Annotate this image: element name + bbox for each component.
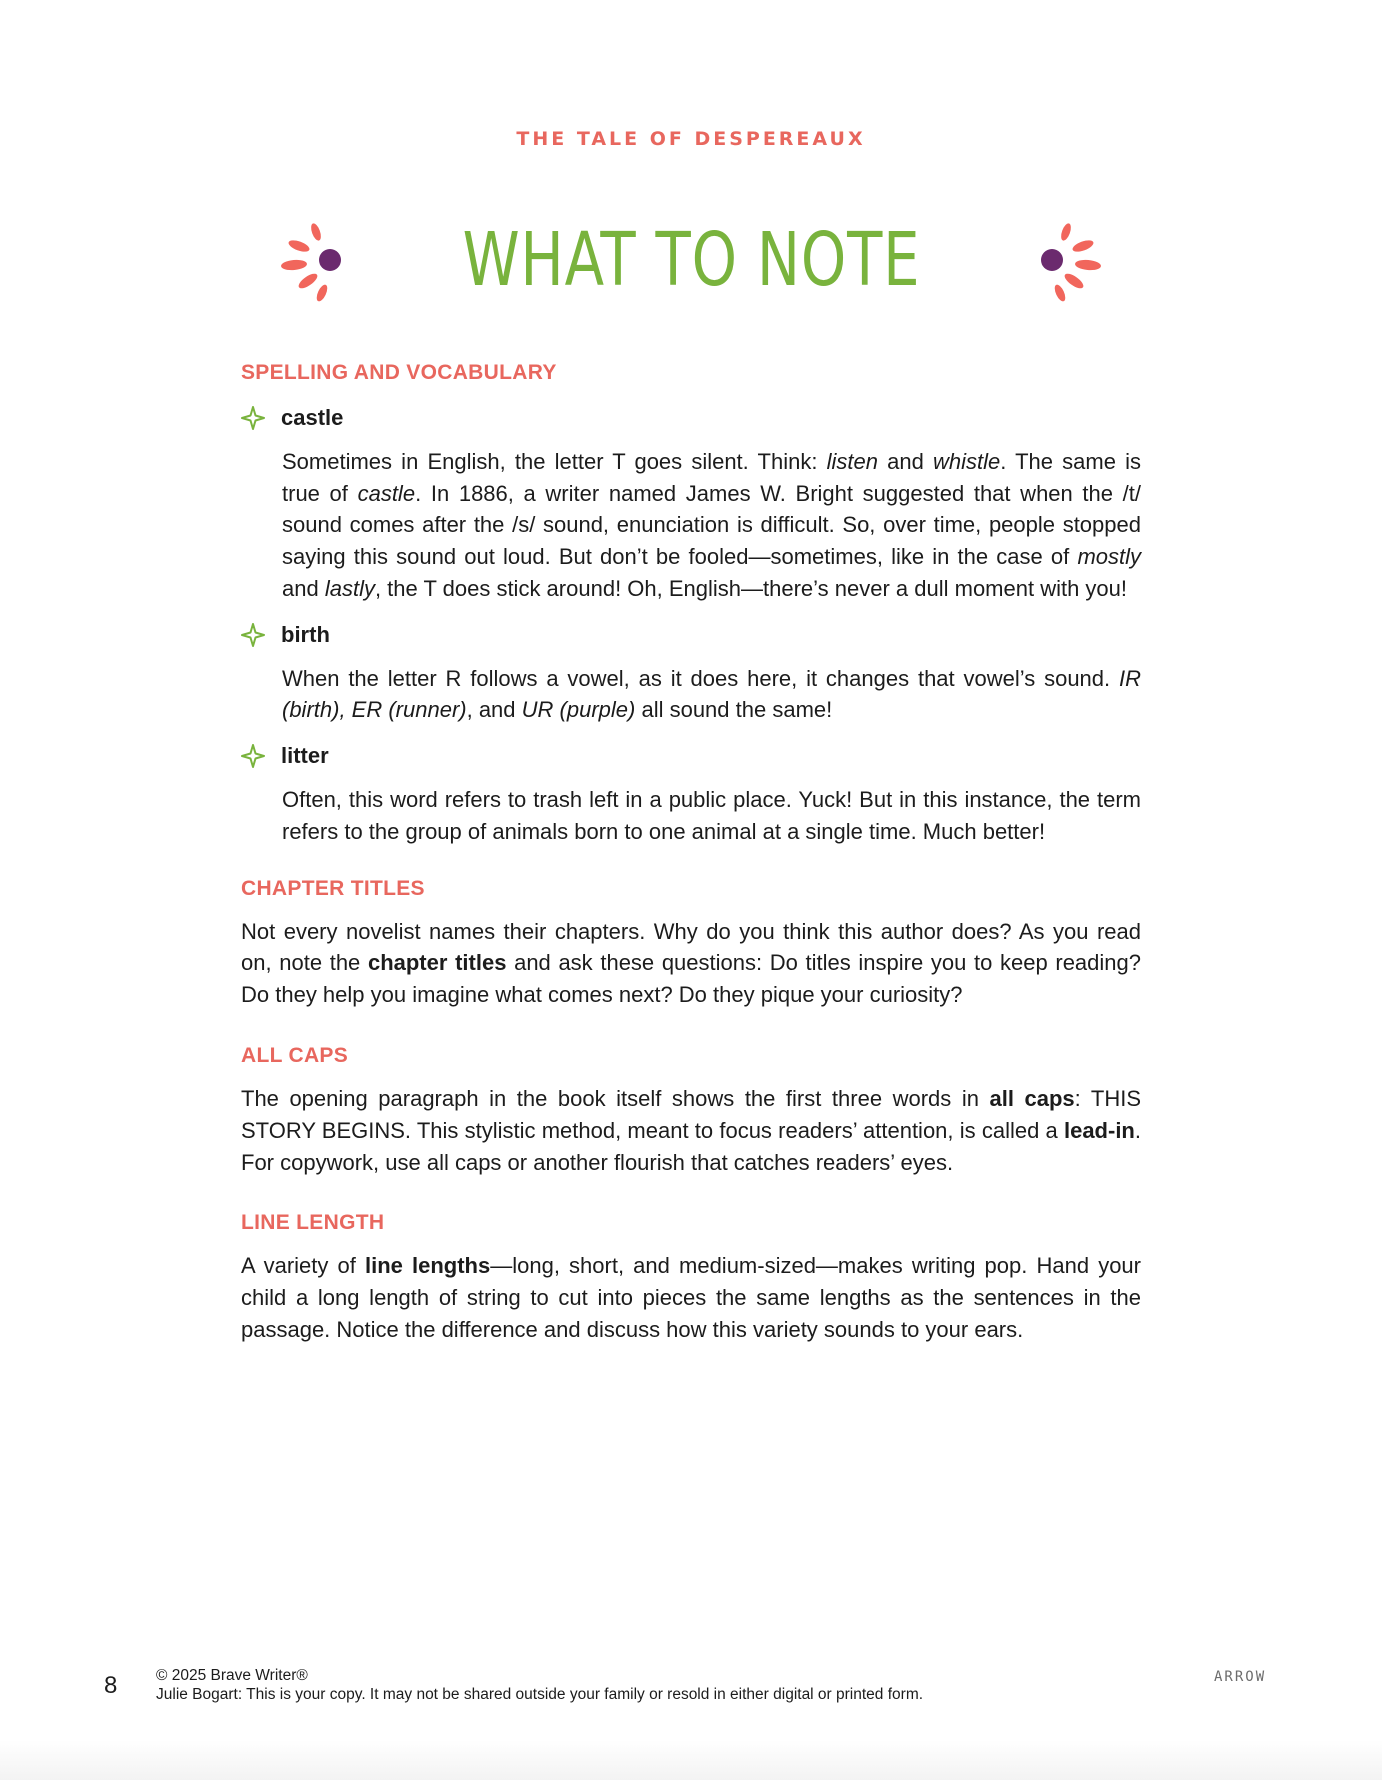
italic-term: UR (purple)	[521, 697, 636, 723]
text-run: Not every novelist names their chapters. Why do you think this author does? As you read on, note the	[241, 918, 1141, 976]
text-run: Often, this word refers to trash left in a public place. Yuck! But in this instance, the term refers to the group of animals born to one animal at a single time. Much better!	[282, 786, 1141, 844]
diamond-outline-icon	[241, 623, 265, 647]
diamond-outline-icon	[241, 406, 265, 430]
term-word: castle	[281, 405, 344, 430]
page-footer	[0, 1664, 1382, 1724]
bold-term: all caps	[989, 1085, 1075, 1111]
text-run: all sound the same!	[635, 697, 833, 723]
italic-term: castle	[357, 480, 416, 506]
flower-burst-icon	[272, 215, 352, 305]
text-run: and ask these questions: Do titles inspire you to keep reading? Do they help you imagine what comes next? Do they pique your curiosity?	[241, 950, 1141, 1008]
italic-term: whistle	[932, 448, 1001, 474]
term-body	[282, 446, 1141, 605]
term-litter	[241, 740, 1141, 772]
page-heading: WHAT TO NOTE	[462, 217, 920, 303]
bold-term: chapter titles	[367, 950, 507, 976]
page-edge-shade	[0, 1740, 1382, 1780]
diamond-outline-icon	[241, 744, 265, 768]
text-run: : THIS STORY BEGINS. This stylistic method, meant to focus readers’ attention, is called a	[241, 1085, 1142, 1143]
term-word: litter	[281, 743, 329, 769]
paragraph-line-length	[241, 1250, 1141, 1345]
term-body	[282, 663, 1141, 727]
text-run: and	[282, 575, 325, 601]
italic-term: IR (birth), ER (runner)	[282, 665, 1141, 723]
section-heading-spelling: SPELLING AND VOCABULARY	[241, 361, 557, 384]
text-run: —long, short, and medium-sized—makes writing pop. Hand your child a long length of string to cut into pieces the same lengths as the sentences in the passage. Notice the difference and discuss how this variety sounds to your ears.	[241, 1253, 1141, 1342]
main-content	[241, 358, 1141, 1346]
page-number: 8	[104, 1672, 118, 1699]
brand-mark: ARROW	[1214, 1669, 1267, 1685]
text-run: . For copywork, use all caps or another flourish that catches readers’ eyes.	[241, 1117, 1141, 1175]
term-castle	[241, 402, 1141, 434]
text-run: . The same is true of	[282, 448, 1141, 506]
text-run: The opening paragraph in the book itself shows the first three words in	[241, 1085, 990, 1111]
text-run: . In 1886, a writer named James W. Bright suggested that when the /t/ sound comes after the /s/ sound, enunciation is difficult. So, over time, people stopped saying this sound out loud. But don’t be fooled—sometimes, like in the case of	[282, 480, 1142, 570]
bold-term: lead-in	[1063, 1117, 1135, 1143]
italic-term: lastly	[324, 575, 375, 601]
section-heading-all-caps: ALL CAPS	[241, 1043, 349, 1067]
section-heading-line-length: LINE LENGTH	[241, 1211, 385, 1235]
flower-burst-icon	[1030, 215, 1110, 305]
term-birth	[241, 619, 1141, 651]
bold-term: line lengths	[364, 1253, 491, 1279]
text-run: Sometimes in English, the letter T goes silent. Think:	[282, 448, 827, 474]
term-word: birth	[281, 621, 330, 647]
text-run: A variety of	[241, 1253, 365, 1279]
text-run: and	[877, 448, 933, 474]
copyright-line: © 2025 Brave Writer®	[156, 1667, 308, 1684]
section-heading-chapter-titles: CHAPTER TITLES	[241, 876, 425, 900]
term-body	[282, 784, 1141, 848]
italic-term: listen	[826, 448, 878, 474]
text-run: , and	[466, 697, 522, 723]
paragraph-all-caps	[241, 1083, 1141, 1178]
text-run: When the letter R follows a vowel, as it does here, it changes that vowel’s sound.	[282, 665, 1119, 691]
paragraph-chapter-titles	[241, 916, 1141, 1011]
text-run: , the T does stick around! Oh, English—there’s never a dull moment with you!	[374, 575, 1128, 601]
italic-term: mostly	[1077, 544, 1141, 570]
book-title: THE TALE OF DESPEREAUX	[516, 128, 866, 150]
page-banner	[0, 205, 1382, 315]
usage-notice: Julie Bogart: This is your copy. It may not be shared outside your family or resold in either digital or printed form.	[156, 1686, 924, 1703]
